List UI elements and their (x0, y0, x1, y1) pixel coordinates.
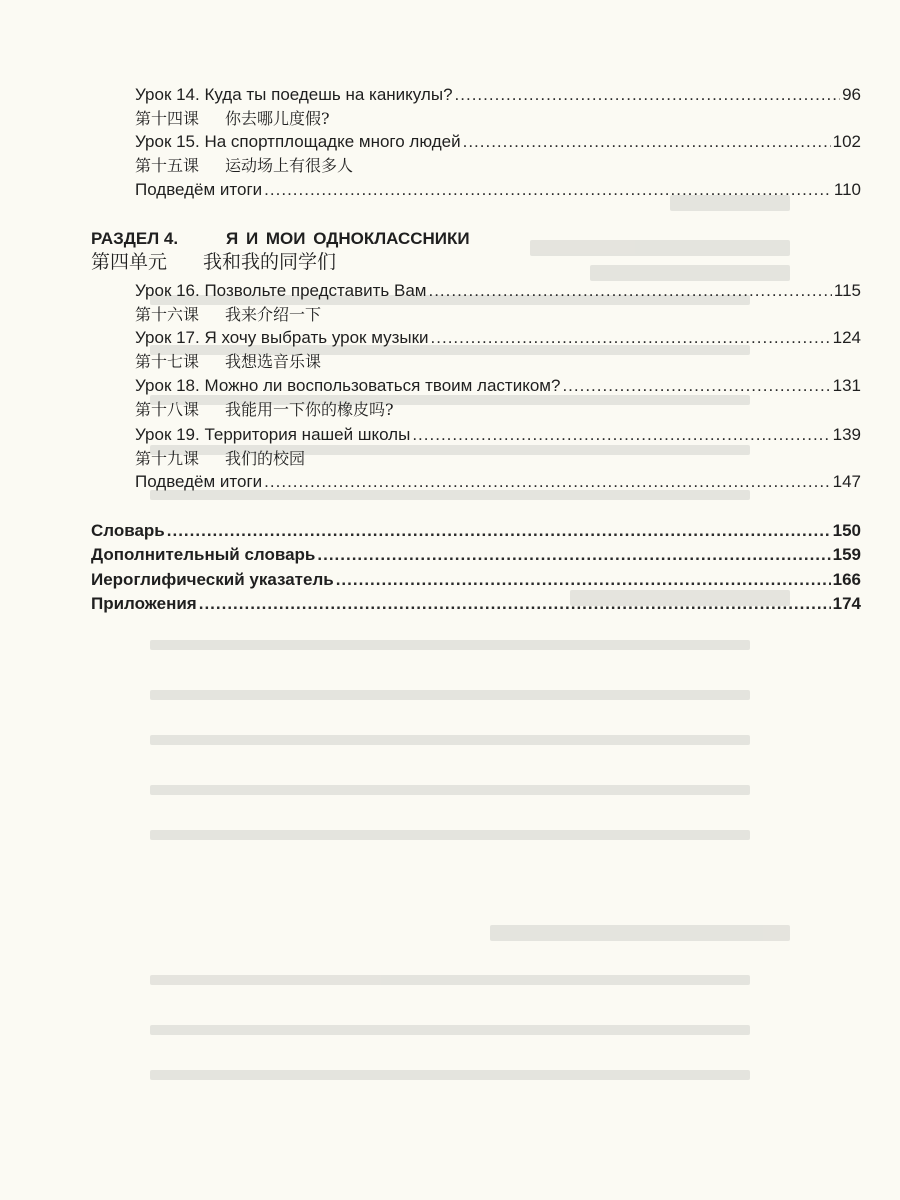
dot-leader (455, 84, 841, 106)
page-number: 115 (833, 281, 861, 300)
page-number: 159 (832, 545, 861, 564)
lesson-title: Урок 15. На спортплощадке много людей (135, 132, 461, 151)
lesson-number-chinese: 第十六课 (135, 305, 200, 324)
lesson-14-chinese (135, 108, 330, 130)
lesson-title-chinese: 我们的校园 (225, 449, 306, 468)
page-number: 139 (832, 425, 861, 444)
dot-leader (167, 520, 831, 542)
page-number: 102 (832, 132, 861, 151)
page-number: 110 (833, 180, 861, 199)
unit-code-chinese: 第四单元 (91, 251, 168, 273)
lesson-number-chinese: 第十八课 (135, 400, 200, 419)
section-4-chinese-heading (91, 250, 336, 274)
lesson-title: Урок 14. Куда ты поедешь на каникулы? (135, 85, 453, 104)
page-number: 131 (832, 376, 861, 395)
toc-entry-summary[interactable] (135, 471, 861, 493)
section-4-heading[interactable] (91, 228, 470, 250)
toc-entry-lesson-17[interactable] (135, 327, 861, 349)
dot-leader (463, 131, 831, 153)
dot-leader (412, 424, 830, 446)
toc-entry-lesson-16[interactable] (135, 280, 861, 302)
toc-entry-summary[interactable] (135, 179, 861, 201)
page-number: 150 (832, 521, 861, 540)
dot-leader (562, 375, 830, 397)
toc-entry-lesson-14[interactable] (135, 84, 861, 106)
summary-title: Подведём итоги (135, 180, 263, 199)
page-number: 174 (832, 594, 861, 613)
lesson-17-chinese (135, 351, 321, 373)
page-number: 166 (832, 570, 861, 589)
entry-title: Дополнительный словарь (91, 545, 316, 564)
toc-entry-dictionary[interactable] (91, 520, 861, 542)
lesson-title: Урок 19. Территория нашей школы (135, 425, 411, 444)
section-title: Я И МОИ ОДНОКЛАССНИКИ (226, 229, 470, 248)
toc-entry-lesson-15[interactable] (135, 131, 861, 153)
lesson-title: Урок 17. Я хочу выбрать урок музыки (135, 328, 429, 347)
dot-leader (317, 544, 830, 566)
lesson-16-chinese (135, 304, 321, 326)
entry-title: Словарь (91, 521, 165, 540)
lesson-number-chinese: 第十九课 (135, 449, 200, 468)
lesson-number-chinese: 第十五课 (135, 156, 200, 175)
dot-leader (264, 179, 832, 201)
lesson-15-chinese (135, 155, 353, 177)
dot-leader (264, 471, 830, 493)
dot-leader (199, 593, 831, 615)
toc-entry-lesson-19[interactable] (135, 424, 861, 446)
toc-entry-lesson-18[interactable] (135, 375, 861, 397)
unit-title-chinese: 我和我的同学们 (203, 251, 337, 273)
summary-title: Подведём итоги (135, 472, 263, 491)
dot-leader (336, 569, 831, 591)
lesson-title: Урок 18. Можно ли воспользоваться твоим ластиком? (135, 376, 561, 395)
lesson-number-chinese: 第十四课 (135, 109, 200, 128)
entry-title: Иероглифический указатель (91, 570, 334, 589)
lesson-title-chinese: 我能用一下你的橡皮吗? (225, 400, 394, 419)
toc-entry-character-index[interactable] (91, 569, 861, 591)
dot-leader (428, 280, 831, 302)
lesson-number-chinese: 第十七课 (135, 352, 200, 371)
lesson-18-chinese (135, 399, 394, 421)
toc-entry-appendices[interactable] (91, 593, 861, 615)
entry-title: Приложения (91, 594, 197, 613)
page-number: 96 (842, 85, 861, 104)
toc-entry-additional-dictionary[interactable] (91, 544, 861, 566)
lesson-title-chinese: 运动场上有很多人 (225, 156, 354, 175)
lesson-title-chinese: 我来介绍一下 (225, 305, 322, 324)
section-code: РАЗДЕЛ 4. (91, 229, 179, 248)
lesson-title-chinese: 我想选音乐课 (225, 352, 322, 371)
page-number: 147 (832, 472, 861, 491)
lesson-title: Урок 16. Позвольте представить Вам (135, 281, 427, 300)
lesson-title-chinese: 你去哪儿度假? (225, 109, 330, 128)
dot-leader (431, 327, 831, 349)
page-number: 124 (832, 328, 861, 347)
lesson-19-chinese (135, 448, 305, 470)
